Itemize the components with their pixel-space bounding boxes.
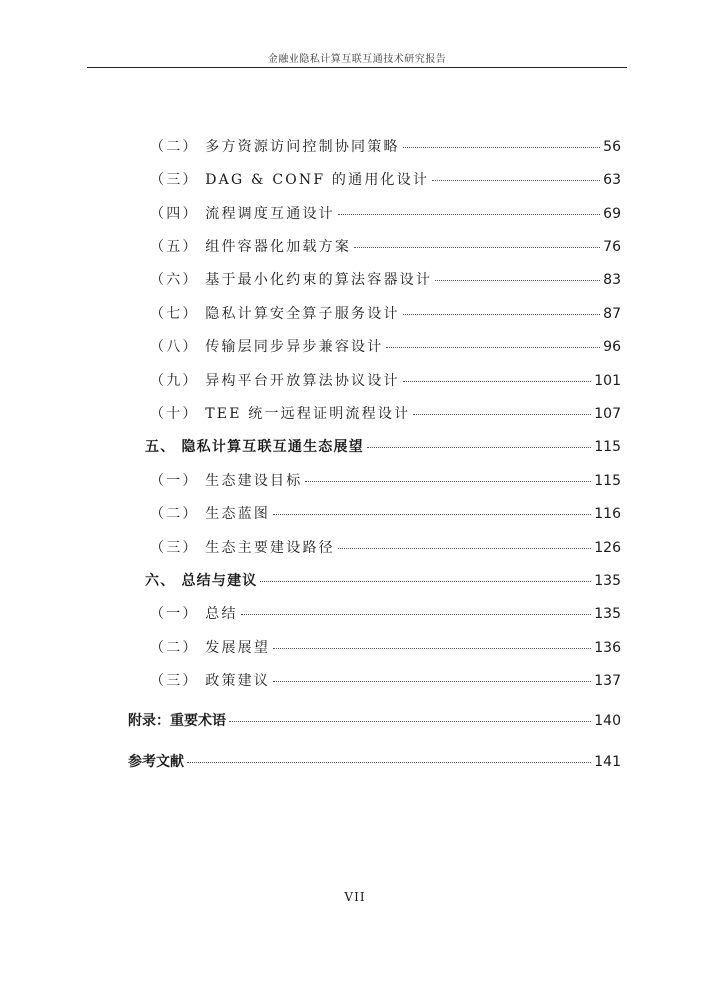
page-number: VII (344, 890, 366, 904)
header-rule (87, 67, 627, 68)
toc-entry-page: 76 (603, 239, 621, 255)
toc-entry-page: 115 (594, 439, 621, 455)
dot-leader (413, 414, 591, 415)
dot-leader (403, 147, 601, 148)
toc-entry-label: （一） 生态建设目标 (150, 473, 303, 489)
toc-entry[interactable] (150, 205, 621, 223)
dot-leader (403, 381, 592, 382)
toc-section-entry[interactable] (145, 438, 621, 456)
toc-entry-page: 115 (594, 473, 621, 489)
toc-entry-label: （三） 生态主要建设路径 (150, 540, 335, 556)
dot-leader (241, 614, 592, 615)
dot-leader (386, 347, 600, 348)
toc-entry[interactable] (150, 238, 621, 256)
toc-entry-label: （三） DAG & CONF 的通用化设计 (150, 172, 430, 188)
toc-entry-page: 136 (594, 640, 621, 656)
toc-entry-label: 六、 总结与建议 (145, 573, 258, 589)
toc-entry-label: （三） 政策建议 (150, 673, 271, 689)
toc-entry[interactable] (150, 372, 621, 390)
toc-entry[interactable] (150, 338, 621, 356)
toc-entry-label: （五） 组件容器化加载方案 (150, 239, 352, 255)
toc-entry[interactable] (150, 138, 621, 156)
toc-entry-page: 107 (594, 406, 621, 422)
toc-entry-page: 87 (603, 306, 621, 322)
dot-leader (435, 280, 600, 281)
running-header: 金融业隐私计算互联互通技术研究报告 (267, 54, 447, 65)
dot-leader (273, 514, 591, 515)
toc-entry-label: 附录：重要术语 (128, 713, 226, 729)
dot-leader (338, 548, 591, 549)
toc-entry-label: （二） 发展展望 (150, 640, 271, 656)
toc-entry-label: 五、 隐私计算互联互通生态展望 (145, 439, 364, 455)
toc-top-entry[interactable] (128, 712, 621, 730)
toc-entry-page: 56 (603, 139, 621, 155)
toc-entry-label: （六） 基于最小化约束的算法容器设计 (150, 272, 433, 288)
dot-leader (229, 721, 591, 722)
dot-leader (354, 247, 600, 248)
toc-entry-page: 137 (594, 673, 621, 689)
toc-entry-page: 135 (594, 573, 621, 589)
toc-entry[interactable] (150, 639, 621, 657)
toc-entry-page: 135 (594, 606, 621, 622)
dot-leader (403, 314, 601, 315)
toc-entry[interactable] (150, 171, 621, 189)
toc-section-entry[interactable] (145, 572, 621, 590)
dot-leader (273, 648, 591, 649)
toc-entry-label: （一） 总结 (150, 606, 238, 622)
toc-entry[interactable] (150, 405, 621, 423)
dot-leader (273, 681, 591, 682)
toc-entry-page: 116 (594, 506, 621, 522)
toc-entry-page: 96 (603, 339, 621, 355)
toc-entry-page: 140 (594, 713, 621, 729)
toc-entry[interactable] (150, 539, 621, 557)
toc-entry-label: （八） 传输层同步异步兼容设计 (150, 339, 384, 355)
toc-entry-label: （九） 异构平台开放算法协议设计 (150, 373, 400, 389)
toc-entry[interactable] (150, 672, 621, 690)
dot-leader (367, 447, 591, 448)
toc-entry-page: 63 (603, 172, 621, 188)
toc-top-entry[interactable] (128, 753, 621, 771)
toc-entry-label: （十） TEE 统一远程证明流程设计 (150, 406, 411, 422)
toc-entry-page: 101 (594, 373, 621, 389)
dot-leader (260, 581, 591, 582)
toc-entry-label: （七） 隐私计算安全算子服务设计 (150, 306, 400, 322)
toc-entry[interactable] (150, 305, 621, 323)
toc-entry-page: 69 (603, 206, 621, 222)
toc-entry-label: （二） 多方资源访问控制协同策略 (150, 139, 400, 155)
toc-entry[interactable] (150, 605, 621, 623)
toc-entry-page: 83 (603, 272, 621, 288)
dot-leader (305, 481, 591, 482)
toc-entry[interactable] (150, 271, 621, 289)
toc-entry[interactable] (150, 505, 621, 523)
toc-entry[interactable] (150, 472, 621, 490)
toc-entry-page: 126 (594, 540, 621, 556)
dot-leader (432, 180, 600, 181)
toc-entry-label: （二） 生态蓝图 (150, 506, 271, 522)
toc-entry-label: （四） 流程调度互通设计 (150, 206, 335, 222)
toc-entry-page: 141 (594, 754, 621, 770)
dot-leader (338, 214, 600, 215)
toc-entry-label: 参考文献 (128, 754, 184, 770)
dot-leader (187, 762, 591, 763)
